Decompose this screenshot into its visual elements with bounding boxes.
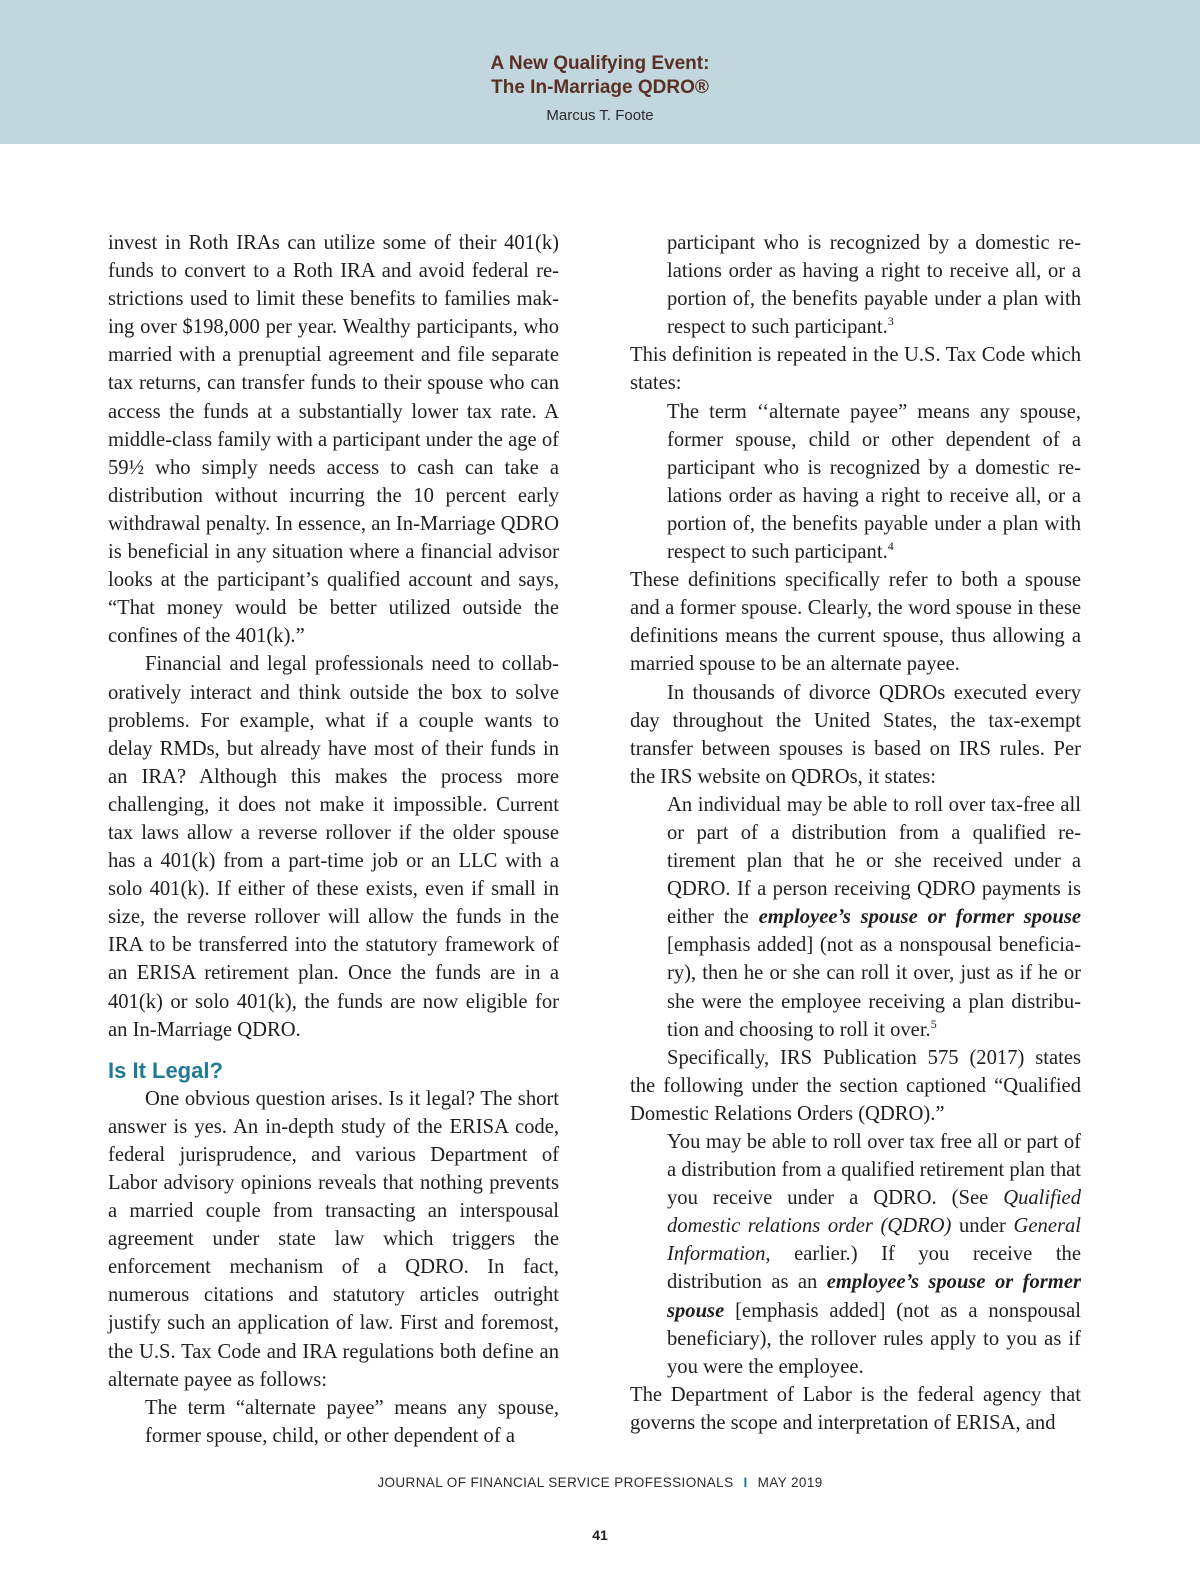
paragraph: Financial and legal professionals need to collaboratively interact and think outside the box to solve problems. For example, what if a couple wants to delay RMDs, but already have most of their funds in an IRA? Although this makes the process more challenging, it does not make it impossible. Current tax laws allow a reverse rollover if the older spouse has a 401(k) from a part-time job or an LLC with a solo 401(k). If either of these exists, even if small in size, the reverse rollover will allow the funds in the IRA to be transferred into the statutory framework of an ERISA retirement plan. Once the funds are in a 401(k) or solo 401(k), the funds are now eligible for an In-Marriage QDRO.	[108, 653, 559, 1041]
footnote-ref: 4	[887, 539, 894, 554]
page-footer	[0, 1475, 1200, 1490]
paragraph: invest in Roth IRAs can utilize some of their 401(k) funds to convert to a Roth IRA and avoid federal restrictions used to limit these benefits to families making over $198,000 per year. Wealthy participants, who married with a prenuptial agreement and file separate tax returns, can transfer funds to their spouse who can access the funds at a substantially lower tax rate. A middle-class family with a participant under the age of 59½ who simply needs access to cash can take a distribution without incurring the 10 percent early withdrawal penalty. In essence, an In-Marriage QDRO is beneficial in any situation where a financial advisor looks at the participant’s qualified account and says, “That money would be better utilized outside the confines of the 401(k).”	[108, 232, 559, 648]
footnote-ref: 5	[930, 1016, 937, 1031]
quote-text: An individual may be able to roll over tax-free all or part of a distribution from a qualified retirement plan that he or she received under a QDRO. If a person receiving QDRO payments is either the	[667, 793, 1081, 929]
quote-text: under	[951, 1215, 1014, 1238]
footer-separator: I	[743, 1475, 748, 1490]
emphasis-text: employee’s spouse or former spouse	[758, 906, 1082, 929]
issue-date: MAY 2019	[757, 1475, 823, 1490]
emphasis-text: employee’s spouse or former spouse	[667, 1271, 1081, 1322]
paragraph: These definitions specifically refer to both a spouse and a former spouse. Clearly, the word spouse in these definitions means the current spouse, thus allowing a married spouse to be an alternate payee.	[630, 569, 1081, 676]
block-quote	[667, 229, 1081, 341]
italic-text: Qualified domestic relations order (QDRO)	[667, 1187, 1081, 1238]
journal-name: JOURNAL OF FINANCIAL SERVICE PROFESSIONALS	[377, 1475, 734, 1490]
block-quote	[667, 791, 1081, 1044]
quote-text: [emphasis added] (not as a nonspousal beneficiary), then he or she can roll it over, just as if he or she were the employee receiving a plan distribution and choosing to roll it over.	[667, 934, 1081, 1041]
article-header	[0, 0, 1200, 144]
article-title-line2: The In-Marriage QDRO®	[491, 77, 709, 98]
quote-text: earlier.) If you receive the distribution as an	[667, 1243, 1081, 1294]
quote-text: The term ‘‘alternate payee” means any spouse, former spouse, child or other dependent of a participant who is recognized by a domestic relations order as having a right to receive all, or a portion of, the benefits payable under a plan with respect to such participant.	[667, 400, 1081, 564]
article-author: Marcus T. Foote	[546, 107, 654, 124]
paragraph: In thousands of divorce QDROs executed every day throughout the United States, the tax-exempt transfer between spouses is based on IRS rules. Per the IRS website on QDROs, it states:	[630, 681, 1081, 788]
left-column	[108, 229, 559, 1450]
paragraph: One obvious question arises. Is it legal? The short answer is yes. An in-depth study of the ERISA code, federal jurisprudence, and various Department of Labor advisory opinions reveals that nothing prevents a married couple from transacting an interspousal agreement under state law which triggers the enforcement mechanism of a QDRO. In fact, numerous citations and statutory articles outright justify such an application of law. First and foremost, the U.S. Tax Code and IRA regulations both define an alternate payee as follows:	[108, 1087, 559, 1391]
section-heading: Is It Legal?	[108, 1057, 223, 1083]
block-quote	[667, 398, 1081, 567]
article-title-line1: A New Qualifying Event:	[490, 53, 710, 74]
quote-text: [emphasis added] (not as a nonspousal beneficiary), the rollover rules apply to you as if you were the employee.	[667, 1299, 1081, 1378]
paragraph: The Department of Labor is the federal agency that governs the scope and interpretation of ERISA, and	[630, 1383, 1081, 1434]
page-number: 41	[592, 1527, 608, 1543]
paragraph: Specifically, IRS Publication 575 (2017) states the following under the section captioned “Qualified Domestic Relations Orders (QDRO).”	[630, 1046, 1081, 1125]
block-quote: The term “alternate payee” means any spouse, former spouse, child, or other dependent of a	[145, 1396, 559, 1447]
paragraph: This definition is repeated in the U.S. Tax Code which states:	[630, 344, 1081, 395]
footnote-ref: 3	[887, 314, 894, 329]
italic-text: General Information,	[667, 1215, 1081, 1266]
quote-text: participant who is recognized by a domestic relations order as having a right to receive all, or a portion of, the benefits payable under a plan with respect to such participant.	[667, 232, 1081, 339]
block-quote	[667, 1128, 1081, 1381]
right-column	[630, 229, 1081, 1437]
quote-text: You may be able to roll over tax free all or part of a distribution from a qualified retirement plan that you receive under a QDRO. (See	[667, 1131, 1081, 1210]
